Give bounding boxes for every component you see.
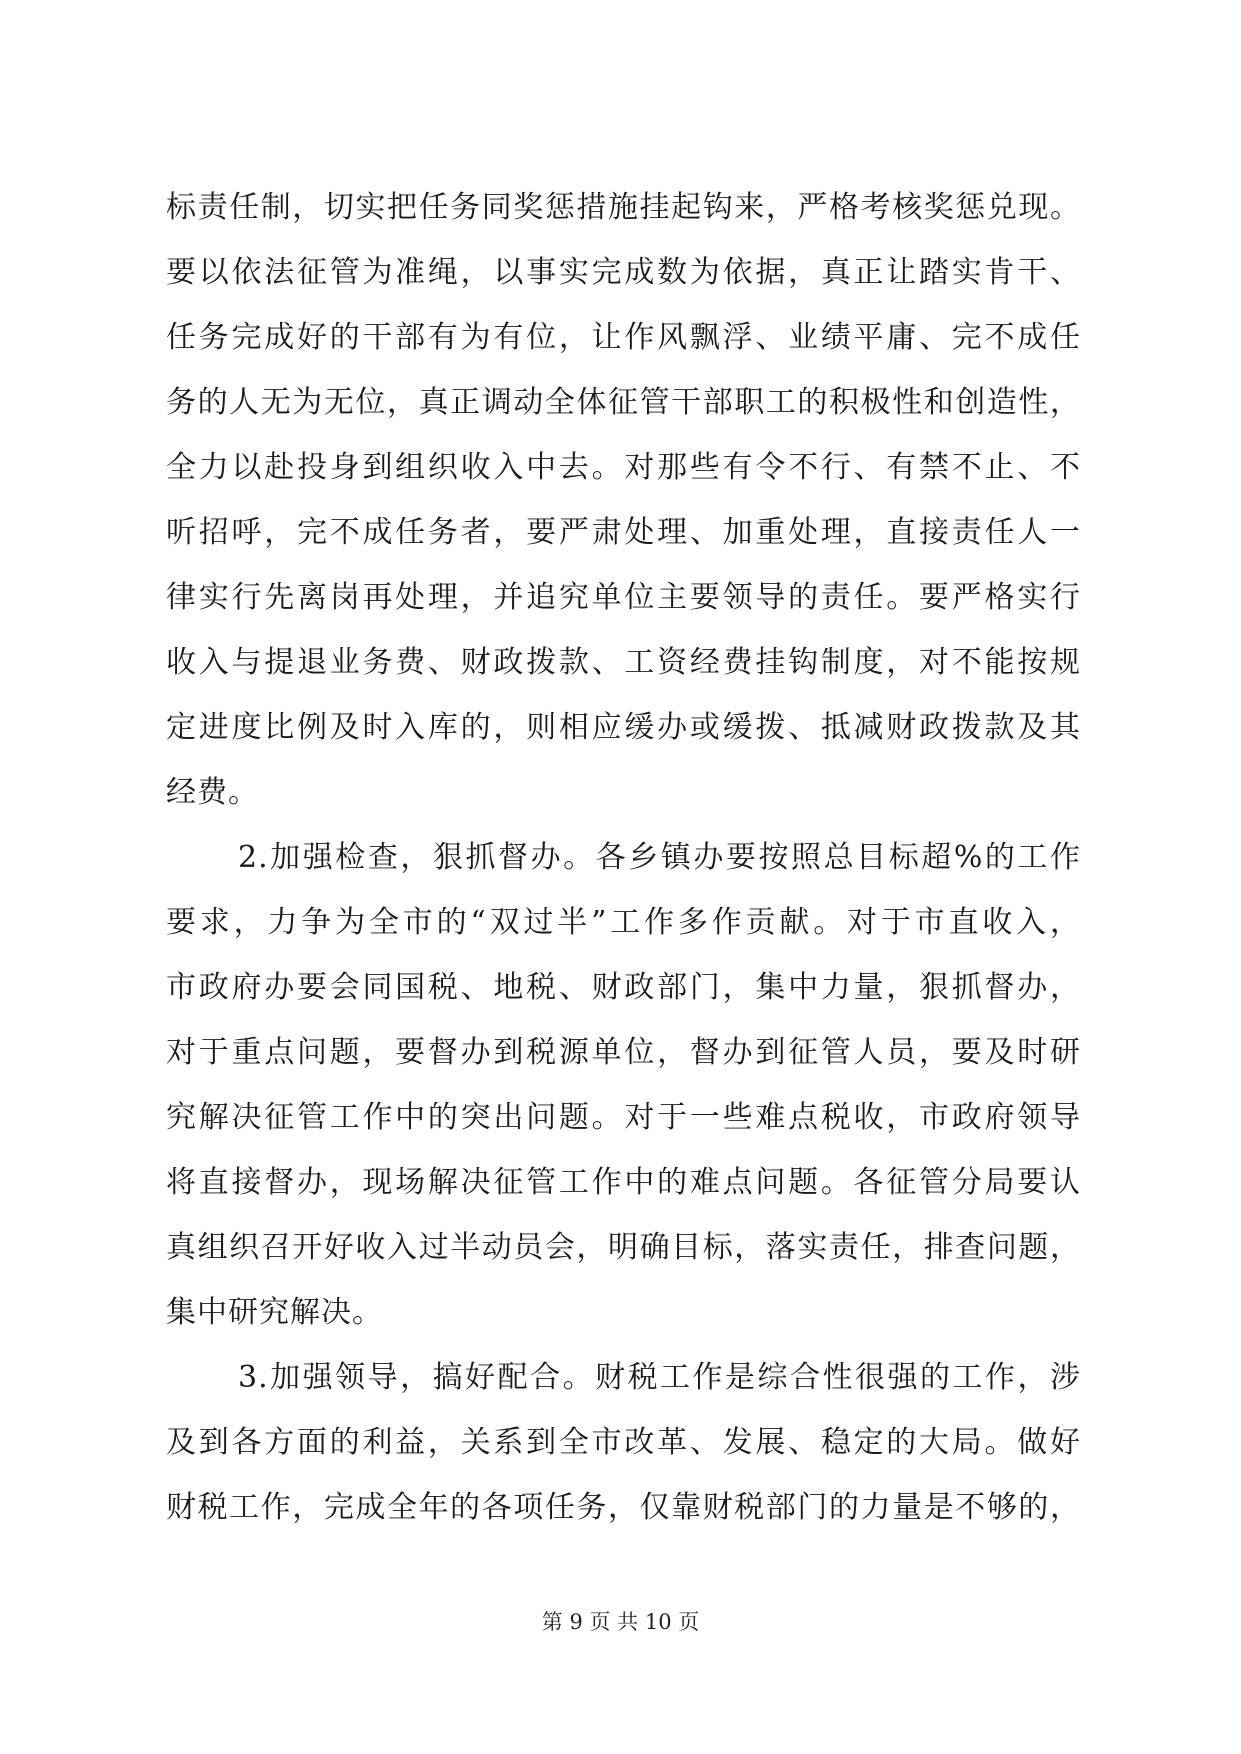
paragraph-line: 及到各方面的利益，关系到全市改革、发展、稳定的大局。做好: [166, 1425, 1081, 1460]
paragraph-line: 要以依法征管为准绳，以事实完成数为依据，真正让踏实肯干、: [166, 255, 1081, 290]
paragraph-line: 听招呼，完不成任务者，要严肃处理、加重处理，直接责任人一: [166, 515, 1081, 550]
paragraph-line: 将直接督办，现场解决征管工作中的难点问题。各征管分局要认: [166, 1165, 1081, 1200]
paragraph-line: 收入与提退业务费、财政拨款、工资经费挂钩制度，对不能按规: [166, 645, 1081, 680]
paragraph-line: 务的人无为无位，真正调动全体征管干部职工的积极性和创造性，: [166, 385, 1081, 420]
paragraph-line: 2.加强检查，狠抓督办。各乡镇办要按照总目标超%的工作: [238, 840, 1081, 875]
paragraph-line: 定进度比例及时入库的，则相应缓办或缓拨、抵减财政拨款及其: [166, 710, 1081, 745]
paragraph-line: 对于重点问题，要督办到税源单位，督办到征管人员，要及时研: [166, 1035, 1081, 1070]
paragraph-line: 真组织召开好收入过半动员会，明确目标，落实责任，排查问题，: [166, 1230, 1081, 1265]
paragraph-line: 全力以赴投身到组织收入中去。对那些有令不行、有禁不止、不: [166, 450, 1081, 485]
paragraph-line: 要求，力争为全市的“双过半”工作多作贡献。对于市直收入，: [166, 905, 1081, 940]
paragraph-line: 3.加强领导，搞好配合。财税工作是综合性很强的工作，涉: [238, 1360, 1081, 1395]
paragraph-line: 市政府办要会同国税、地税、财政部门，集中力量，狠抓督办，: [166, 970, 1081, 1005]
paragraph-line: 律实行先离岗再处理，并追究单位主要领导的责任。要严格实行: [166, 580, 1081, 615]
paragraph-line: 任务完成好的干部有为有位，让作风飘浮、业绩平庸、完不成任: [166, 320, 1081, 355]
paragraph-line: 财税工作，完成全年的各项任务，仅靠财税部门的力量是不够的，: [166, 1490, 1081, 1525]
paragraph-line: 经费。: [166, 775, 259, 810]
paragraph-line: 集中研究解决。: [166, 1295, 383, 1330]
paragraph-line: 标责任制，切实把任务同奖惩措施挂起钩来，严格考核奖惩兑现。: [166, 190, 1081, 225]
paragraph-line: 究解决征管工作中的突出问题。对于一些难点税收，市政府领导: [166, 1100, 1081, 1135]
page-number-footer: 第 9 页 共 10 页: [541, 1610, 700, 1634]
